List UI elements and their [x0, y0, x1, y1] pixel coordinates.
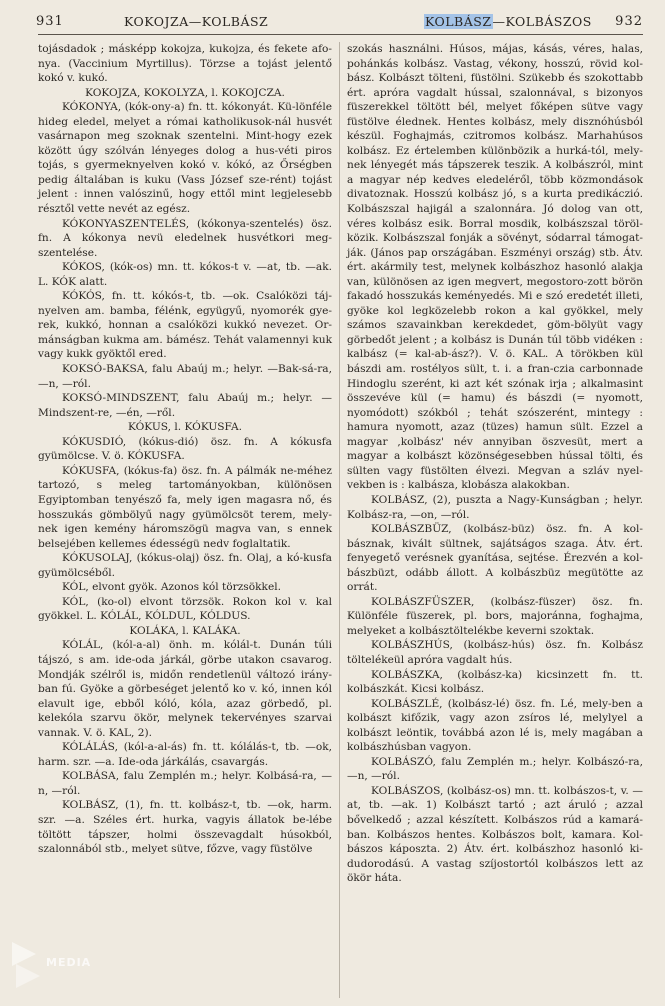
entry-paragraph: KÓKUS, l. KÓKUSFA.: [127, 421, 242, 434]
page-header: [0, 8, 665, 34]
left-column: [38, 42, 332, 857]
entry-paragraph: KÓKONYA, (kók-ony-a) fn. tt. kókonyát. Kü-lönféle hideg eledel, melyet a római katholikusok-nál husvét vasárnapon meg szoknak szentelni. Mint-hogy ezek között úgy szólván lényeges dolog a hus-véti piros tojás, s gyermeknyelven kokó v. kókó, az Őrségben pedig általában is kuku (Vass József sze-rént) tojást jelent : innen valószinű, hogy ettől mint legjelesebb résztől vette nevét az egész.: [38, 101, 332, 216]
right-page-number: 932: [615, 14, 643, 29]
entry-paragraph: KOKOJZA, KOKOLYZA, l. KOKOJCZA.: [85, 86, 285, 99]
right-column: [347, 42, 643, 886]
entry-paragraph: KOLBÁSZ, (1), fn. tt. kolbász-t, tb. —ok, harm. szr. —a. Széles ért. hurka, vagyis állatok be-lébe töltött tápszer, holmi összevagdalt húsokból, szalonnából stb., melyet sütve, főzve, vagy füstölve: [38, 799, 332, 856]
entry-paragraph: szokás használni. Húsos, májas, kásás, véres, halas, pohánkás kolbász. Vastag, vékony, hosszú, rövid kol-bász. Kolbászt tölteni, füstölni. Szükebb és szokottabb ért. apróra vagdalt hússal, szalonnával, s bizonyos füszerekkel töltött bél, melyet főképen sütve vagy füstölve élednek. Hentes kolbász, mely disznóhúsból készül. Foghajmás, czitromos kolbász. Marhahúsos kolbász. Ez értelemben különbözik a hurká-tól, mely-nek lényegét más tápszerek teszik. A kolbászról, mint a magyar nép kedves eledeléről, több közmondások divatoznak. Hosszú kolbász jó, s a kurta predikáczió. Kolbászszal hajigál a szalonnára. Jó dolog van ott, véres kolbász esik. Borral mosdik, kolbászszal töröl-közik. Kolbászszal fonják a sövényt, sódarral támogat-ják. (János pap országában. Eszményi ország) stb. Átv. ért. akármily test, melynek kolbászhoz hasonló alakja van, különösen az igen megvert, megostoro-zott börön fakadó hosszukás keményedés. Mi e szó eredetét illeti, gyöke kol legközelebb rokon a kal gyökkel, mely számos szavainkban kerekdedet, göm-bölyüt vagy görbedőt jelent ; a kolbász is Dunán túl több vidéken : kalbász (= kal-ab-ász?). V. ö. KAL. A törökben kül bászdi am. rostélyos sült, t. i. a fran-czia carbonnade Hindoglu szerént, ki azt két szónak irja ; alkalmasint összevéve kül (= hamu) és bászdi (= nyomott, nyomódott) szókból ; tehát szószerént, mintegy : hamura nyomott, azaz (tüzes) hamun sült. Ezzel a magyar ,kolbász' név annyiban öszvesüt, mert a magyar a kolbászt közönségesebben hússal tölti, és sülten vagy füstölten élvezi. Megvan a szláv nyel-vekben is : kalbásza, klobásza alakokban.: [347, 43, 643, 492]
entry-paragraph: KOLBÁSA, falu Zemplén m.; helyr. Kolbásá-ra, —n, —ról.: [38, 770, 332, 797]
entry-paragraph: KOKSÓ-BAKSA, falu Abaúj m.; helyr. —Bak-sá-ra, —n, —ról.: [38, 363, 332, 390]
entry-paragraph: KÓKUSDIÓ, (kókus-dió) ösz. fn. A kókusfa gyümölcse. V. ö. KÓKUSFA.: [38, 435, 332, 463]
entry-paragraph: KOLBÁSZBÜZ, (kolbász-büz) ösz. fn. A kol-básznak, kivált sültnek, sajátságos szaga. Átv. ért. fenyegető verésnek gyanítása, sejtése. Érezvén a kol-bászbüzt, odább állott. A kolbászbüz megütötte az orrát.: [347, 523, 643, 594]
entry-paragraph: KÓKÓS, fn. tt. kókós-t, tb. —ok. Csalóközi táj-nyelven am. bamba, félénk, együgyű, nyomorék gye-rek, kukkó, honnan a csalóközi kukkó nevezet. Or-mánságban kukma am. bámész. Tehát valamennyi kuk vagy kukk gyöktől ered.: [38, 290, 332, 361]
watermark-logo-icon: [6, 934, 46, 990]
entry-paragraph: KOLBÁSZÓ, falu Zemplén m.; helyr. Kolbászó-ra, —n, —ról.: [347, 755, 643, 783]
highlighted-word[interactable]: KOLBÁSZ: [425, 14, 492, 29]
entry-paragraph: KÓL, elvont gyök. Azonos kól törzsökkel.: [62, 581, 281, 594]
right-running-head-rest: —KOLBÁSZOS: [492, 14, 592, 29]
entry-paragraph: KOLBÁSZKA, (kolbász-ka) kicsinzett fn. tt. kolbászkát. Kicsi kolbász.: [347, 668, 643, 696]
entry-paragraph: KOLÁKA, l. KALÁKA.: [129, 624, 241, 637]
entry-paragraph: KÓKUSFA, (kókus-fa) ösz. fn. A pálmák ne-méhez tartozó, s meleg tartományokban, különösen Egyiptomban tenyésző fa, mely igen magasra nő, és hosszukás gömbölyű nagy gyümölcsöt terem, mely-nek igen kemény háromszögü magva van, s ennek belsejében kellemes édességü nedv foglaltatik.: [38, 464, 332, 550]
entry-paragraph: KOLBÁSZ, (2), puszta a Nagy-Kunságban ; helyr. Kolbász-ra, —on, —ról.: [347, 493, 643, 521]
entry-paragraph: KÓLÁLÁS, (kól-a-al-ás) fn. tt. kólálás-t, tb. —ok, harm. szr. —a. Ide-oda járkálás, csavargás.: [38, 741, 332, 768]
entry-paragraph: KOLBÁSZHÚS, (kolbász-hús) ösz. fn. Kolbász töltelékeül apróra vagdalt hús.: [347, 639, 643, 666]
watermark-text: MEDIA: [46, 956, 92, 969]
header-rule: [38, 34, 643, 35]
entry-paragraph: KÓKONYASZENTELÉS, (kókonya-szentelés) ösz. fn. A kókonya nevü eledelnek husvétkori meg-szentelése.: [38, 217, 332, 259]
left-running-head: KOKOJZA—KOLBÁSZ: [124, 14, 269, 29]
entry-paragraph: KÓL, (ko-ol) elvont törzsök. Rokon kol v. kal gyökkel. L. KÓLÁL, KÓLDUL, KÓLDUS.: [38, 595, 332, 623]
entry-paragraph: KÓKUSOLAJ, (kókus-olaj) ösz. fn. Olaj, a kó-kusfa gyümölcséből.: [38, 552, 332, 579]
right-running-head: [424, 14, 592, 29]
entry-paragraph: KÓKOS, (kók-os) mn. tt. kókos-t v. —at, tb. —ak. L. KÓK alatt.: [38, 261, 332, 288]
left-page-number: 931: [36, 14, 64, 29]
media-watermark: [6, 934, 92, 994]
entry-paragraph: KÓLÁL, (kól-a-al) önh. m. kólál-t. Dunán túli tájszó, s am. ide-oda járkál, görbe utakon csavarog. Mondják szélről is, midőn rendetlenül változó irány-ban fú. Gyöke a görbeséget jelentő ko v. kó, innen kól elavult ige, ebből kóló, kóla, azaz görbedő, pl. kelekóla szarvu ökör, melynek tekervényes szarvai vannak. V. ö. KAL, 2).: [38, 639, 332, 739]
entry-paragraph: KOLBÁSZLÉ, (kolbász-lé) ösz. fn. Lé, mely-ben a kolbászt kifőzik, vagy azon zsíros lé, melylyel a kolbászt leöntik, továbbá azon lé is, mely magában a kolbászhúsban vagyon.: [347, 697, 643, 754]
entry-paragraph: tojásdadok ; másképp kokojza, kukojza, és fekete afo-nya. (Vaccinium Myrtillus). Törzse a tojást jelentő kokó v. kukó.: [38, 43, 332, 85]
entry-paragraph: KOLBÁSZFÜSZER, (kolbász-füszer) ösz. fn. Különféle füszerek, pl. bors, majoránna, foghajma, melyeket a kolbásztöltelékbe keverni szoktak.: [347, 595, 643, 637]
entry-paragraph: KOKSÓ-MINDSZENT, falu Abaúj m.; helyr. —Mindszent-re, —én, —ről.: [38, 392, 332, 419]
entry-paragraph: KOLBÁSZOS, (kolbász-os) mn. tt. kolbászos-t, v. —at, tb. —ak. 1) Kolbászt tartó ; azt áruló ; azzal bővelkedő ; azzal készített. Kolbászos rúd a kamará-ban. Kolbászos hentes. Kolbászos bolt, kamara. Kol-bászos káposzta. 2) Átv. ért. kolbászhoz hasonló ki-dudorodású. A vastag szíjostortól kolbászos lett az ökör háta.: [347, 784, 643, 885]
column-divider: [339, 42, 340, 998]
